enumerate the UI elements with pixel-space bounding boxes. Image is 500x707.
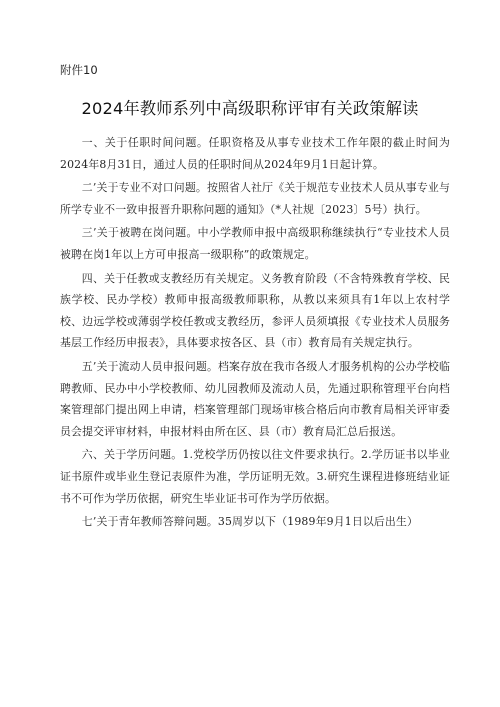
document-title: 2024年教师系列中高级职称评审有关政策解读 (81, 99, 419, 118)
document-body (60, 132, 450, 535)
paragraph-rural-teaching-experience: 四、关于任教或支教经历有关规定。义务教育阶段（不含特殊教育学校、民族学校、民办学校）教师申报高级教师职称，从教以来须具有1年以上农村学校、边远学校或薄弱学校任教或支教经历，参评人员须填报《专业技术人员服务基层工作经历申报表》，具体要求按各区、县（市）教育局有关规定执行。 (60, 271, 450, 350)
paragraph-young-teacher-defense: 七’关于青年教师答辩问题。35周岁以下（1989年9月1日以后出生） (81, 515, 419, 529)
paragraph-major-mismatch: 二’关于专业不对口问题。按照省人社厅《关于规范专业技术人员从事专业与所学专业不一致申报晋升职称问题的通知》（*人社规〔2023〕5号）执行。 (60, 181, 450, 216)
paragraph-education-credentials: 六、关于学历问题。1.党校学历仍按以往文件要求执行。2.学历证书以毕业证书原件或毕业生登记表原件为准，学历证明无效。3.研究生课程进修班结业证书不可作为学历依据，研究生毕业证书可作为学历依据。 (60, 448, 450, 505)
attachment-label: 附件10 (60, 63, 98, 77)
paragraph-mobile-personnel: 五’关于流动人员申报问题。档案存放在我市各级人才服务机构的公办学校临聘教师、民办中小学校教师、幼儿园教师及流动人员，先通过职称管理平台向档案管理部门提出网上申请，档案管理部门现场审核合格后向市教育局相关评审委员会提交评审材料，申报材料由所在区、县（市）教育局汇总后报送。 (60, 359, 450, 438)
paragraph-tenure-time: 一、关于任职时间问题。任职资格及从事专业技术工作年限的截止时间为2024年8月31日，通过人员的任职时间从2024年9月1日起计算。 (60, 136, 450, 171)
paragraph-employment-in-post: 三’关于被聘在岗问题。中小学教师申报中高级职称继续执行“专业技术人员被聘在岗1年以上方可申报高一级职称”的政策规定。 (60, 226, 450, 261)
